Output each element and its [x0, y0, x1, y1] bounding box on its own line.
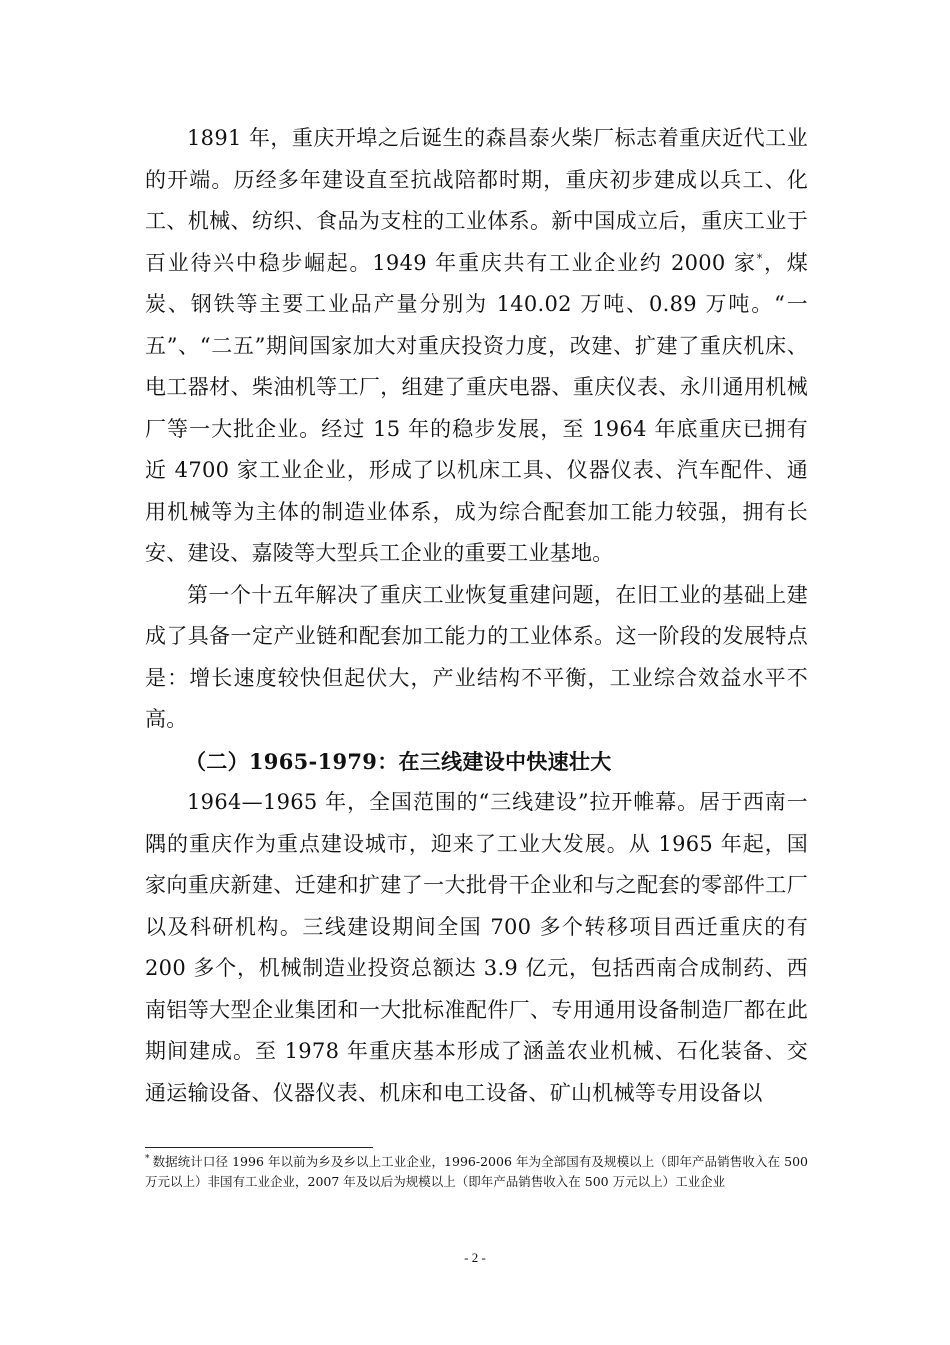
paragraph-1: [145, 118, 808, 575]
section-heading: （二）1965-1979：在三线建设中快速壮大: [185, 748, 612, 774]
footnote: [145, 1152, 808, 1192]
footnote-reference[interactable]: *: [756, 251, 763, 265]
paragraph-3: 1964—1965 年，全国范围的“三线建设”拉开帷幕。居于西南一隅的重庆作为重点建设城市，迎来了工业大发展。从 1965 年起，国家向重庆新建、迁建和扩建了一大批骨干企业和与之配套的零部件工厂以及科研机构。三线建设期间全国 700 多个转移项目西迁重庆的有 200 多个，机械制造业投资总额达 3.9 亿元，包括西南合成制药、西南铝等大型企业集团和一大批标准配件厂、专用通用设备制造厂都在此期间建成。至 1978 年重庆基本形成了涵盖农业机械、石化装备、交通运输设备、仪器仪表、机床和电工设备、矿山机械等专用设备以: [145, 790, 808, 1105]
footnote-divider: [145, 1147, 373, 1148]
paragraph-2: 第一个十五年解决了重庆工业恢复重建问题，在旧工业的基础上建成了具备一定产业链和配套加工能力的工业体系。这一阶段的发展特点是：增长速度较快但起伏大，产业结构不平衡，工业综合效益水平不高。: [145, 582, 808, 731]
footnote-text: 数据统计口径 1996 年以前为乡及乡以上工业企业，1996-2006 年为全部国有及规模以上（即年产品销售收入在 500 万元以上）非国有工业企业，2007 年及以后为规模以上（即年产品销售收入在 500 万元以上）工业企业: [145, 1154, 808, 1189]
paragraph-1-text-before: 1891 年，重庆开埠之后诞生的森昌泰火柴厂标志着重庆近代工业的开端。历经多年建设直至抗战陪都时期，重庆初步建成以兵工、化工、机械、纺织、食品为支柱的工业体系。新中国成立后，重庆工业于百业待兴中稳步崛起。1949 年重庆共有工业企业约 2000 家: [145, 126, 808, 275]
paragraph-1-text-after: ，煤炭、钢铁等主要工业品产量分别为 140.02 万吨、0.89 万吨。“一五”、“二五”期间国家加大对重庆投资力度，改建、扩建了重庆机床、电工器材、柴油机等工厂，组建了重庆电器、重庆仪表、永川通用机械厂等一大批企业。经过 15 年的稳步发展，至 1964 年底重庆已拥有近 4700 家工业企业，形成了以机床工具、仪器仪表、汽车配件、通用机械等为主体的制造业体系，成为综合配套加工能力较强，拥有长安、建设、嘉陵等大型兵工企业的重要工业基地。: [145, 250, 808, 565]
body-text: [145, 118, 808, 1114]
footnote-marker: *: [145, 1153, 150, 1164]
page-number: - 2 -: [464, 1250, 486, 1265]
